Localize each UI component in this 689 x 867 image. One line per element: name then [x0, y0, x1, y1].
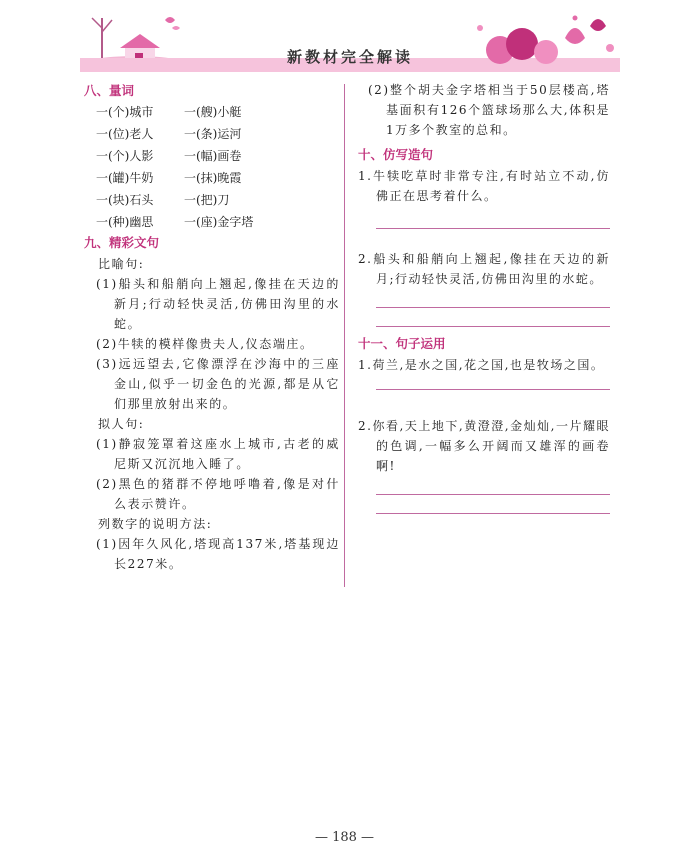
- simile-item: (2)牛犊的模样像贵夫人,仪态端庄。: [96, 337, 314, 351]
- right-column: [358, 80, 610, 514]
- measure-word: 一(罐)牛奶: [96, 171, 154, 185]
- numbers-item: (1)因年久风化,塔现高137米,塔基现边长227米。: [96, 537, 340, 571]
- measure-word: 一(条)运河: [184, 127, 242, 141]
- measure-word: 一(块)石头: [96, 193, 154, 207]
- simile-item: (3)远远望去,它像漂浮在沙海中的三座金山,似乎一切金色的光源,都是从它们那里放射出来的。: [96, 357, 340, 411]
- answer-line: [376, 513, 610, 514]
- flower-decoration-icon: [460, 8, 620, 70]
- measure-word-list: [84, 102, 340, 232]
- section-10-title: 十、仿写造句: [358, 147, 434, 162]
- personification-item: (1)静寂笼罩着这座水上城市,古老的威尼斯又沉沉地入睡了。: [96, 437, 340, 471]
- measure-word: 一(座)金字塔: [184, 215, 254, 229]
- measure-word: 一(种)幽思: [96, 215, 154, 229]
- imitation-answer: 2.船头和船艄向上翘起,像挂在天边的新月;行动轻快灵活,仿佛田沟里的水蛇。: [358, 252, 610, 286]
- measure-word: 一(幅)画卷: [184, 149, 242, 163]
- sentence-use-answer: 2.你看,天上地下,黄澄澄,金灿灿,一片耀眼的色调,一幅多么开阔而又雄浑的画卷啊!: [358, 419, 610, 473]
- section-8-title: 八、量词: [84, 83, 135, 98]
- answer-line: [376, 326, 610, 327]
- personification-label: 拟人句:: [98, 417, 145, 431]
- numbers-method-label: 列数字的说明方法:: [98, 517, 213, 531]
- section-9-title: 九、精彩文句: [84, 235, 160, 250]
- measure-word: 一(位)老人: [96, 127, 154, 141]
- simile-label: 比喻句:: [98, 257, 145, 271]
- imitation-answer: 1.牛犊吃草时非常专注,有时站立不动,仿佛正在思考着什么。: [358, 169, 610, 203]
- page-number: — 188 —: [314, 830, 375, 845]
- measure-word: 一(个)人影: [96, 149, 154, 163]
- section-11-title: 十一、句子运用: [358, 336, 446, 351]
- simile-item: (1)船头和船艄向上翘起,像挂在天边的新月;行动轻快灵活,仿佛田沟里的水蛇。: [96, 277, 340, 331]
- measure-word: 一(个)城市: [96, 105, 154, 119]
- left-column: [84, 80, 340, 574]
- header-title: 新教材完全解读: [286, 48, 413, 66]
- measure-word: 一(把)刀: [184, 193, 230, 207]
- numbers-item: (2)整个胡夫金字塔相当于50层楼高,塔基面积有126个篮球场那么大,体积是1万多个教室的总和。: [368, 83, 610, 137]
- column-divider: [344, 84, 345, 587]
- page-header: [80, 8, 620, 74]
- measure-word: 一(抹)晚霞: [184, 171, 242, 185]
- personification-item: (2)黑色的猪群不停地呼噜着,像是对什么表示赞许。: [96, 477, 340, 511]
- sentence-use-answer: 1.荷兰,是水之国,花之国,也是牧场之国。: [358, 358, 605, 372]
- measure-word: 一(艘)小艇: [184, 105, 242, 119]
